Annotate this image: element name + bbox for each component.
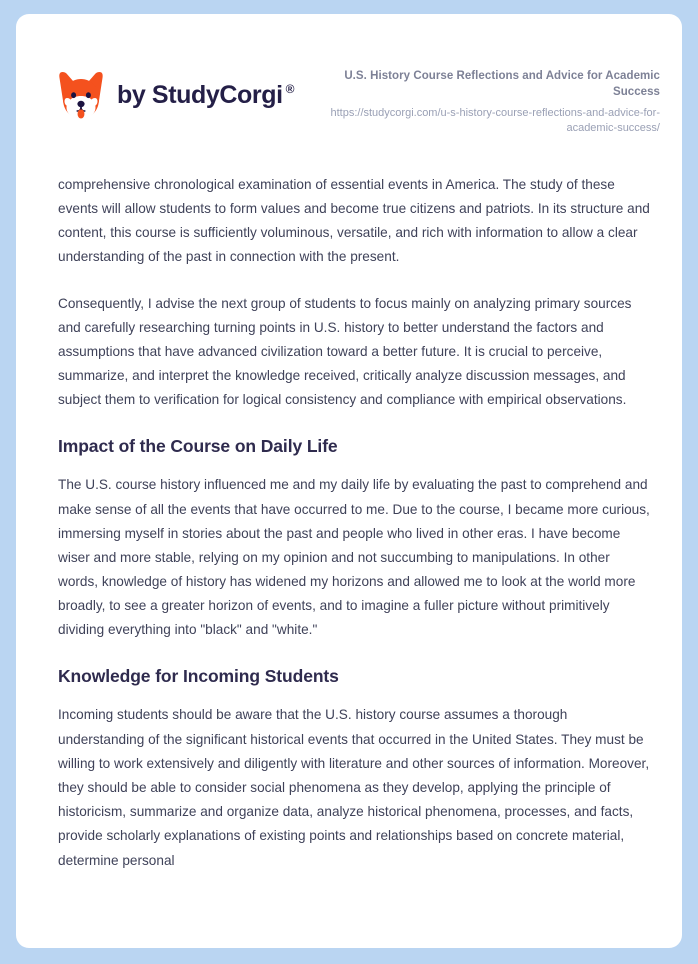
registered-trademark-icon: ® bbox=[285, 82, 295, 97]
source-url[interactable]: https://studycorgi.com/u-s-history-course-reflections-and-advice-for-academic-success/ bbox=[330, 106, 660, 135]
document-body bbox=[16, 137, 682, 873]
page-title: U.S. History Course Reflections and Advice for Academic Success bbox=[344, 70, 660, 99]
brand-name-text: by StudyCorgi bbox=[117, 80, 283, 109]
brand-wordmark bbox=[117, 81, 294, 110]
paragraph-1: comprehensive chronological examination of essential events in America. The study of these events will allow students to form values and become true citizens and patriots. In its structure and content, this course is sufficiently voluminous, versatile, and rich with information to allow a clear understanding of the past in connection with the present. bbox=[58, 176, 650, 265]
paragraph-3: The U.S. course history influenced me and my daily life by evaluating the past to comprehend and make sense of all the events that have occurred to me. Due to the course, I became more curious, immersing myself in stories about the past and people who lived in other eras. I have become wiser and more stable, relying on my opinion and not succumbing to manipulations. In other words, knowledge of history has widened my horizons and allowed me to look at the world more broadly, to see a greater horizon of events, and to imagine a fuller picture without primitively dividing everything into "black" and "white." bbox=[58, 477, 650, 638]
paragraph-2: Consequently, I advise the next group of students to focus mainly on analyzing primary sources and carefully researching turning points in U.S. history to better understand the factors and assumptions that have advanced civilization toward a better future. It is crucial to perceive, summarize, and interpret the knowledge received, critically analyze discussion messages, and subject them to verification for logical consistency and compliance with empirical observations. bbox=[58, 295, 632, 408]
brand-logo-block bbox=[58, 62, 294, 120]
document-header bbox=[16, 14, 682, 137]
paragraph-4: Incoming students should be aware that the U.S. history course assumes a thorough understanding of the significant historical events that occurred in the United States. They must be willing to work extensively and diligently with literature and other sources of information. Moreover, they should be able to consider social phenomena as they develop, applying the principle of historicism, summarize and organize data, analyze historical phenomena, processes, and facts, provide scholarly explanations of existing points and relationships based on concrete material, determine personal bbox=[58, 707, 650, 868]
document-page bbox=[16, 14, 682, 948]
corgi-face-icon bbox=[58, 70, 104, 120]
document-meta bbox=[315, 62, 660, 137]
section-heading-knowledge: Knowledge for Incoming Students bbox=[58, 665, 339, 686]
section-heading-impact: Impact of the Course on Daily Life bbox=[58, 435, 338, 456]
